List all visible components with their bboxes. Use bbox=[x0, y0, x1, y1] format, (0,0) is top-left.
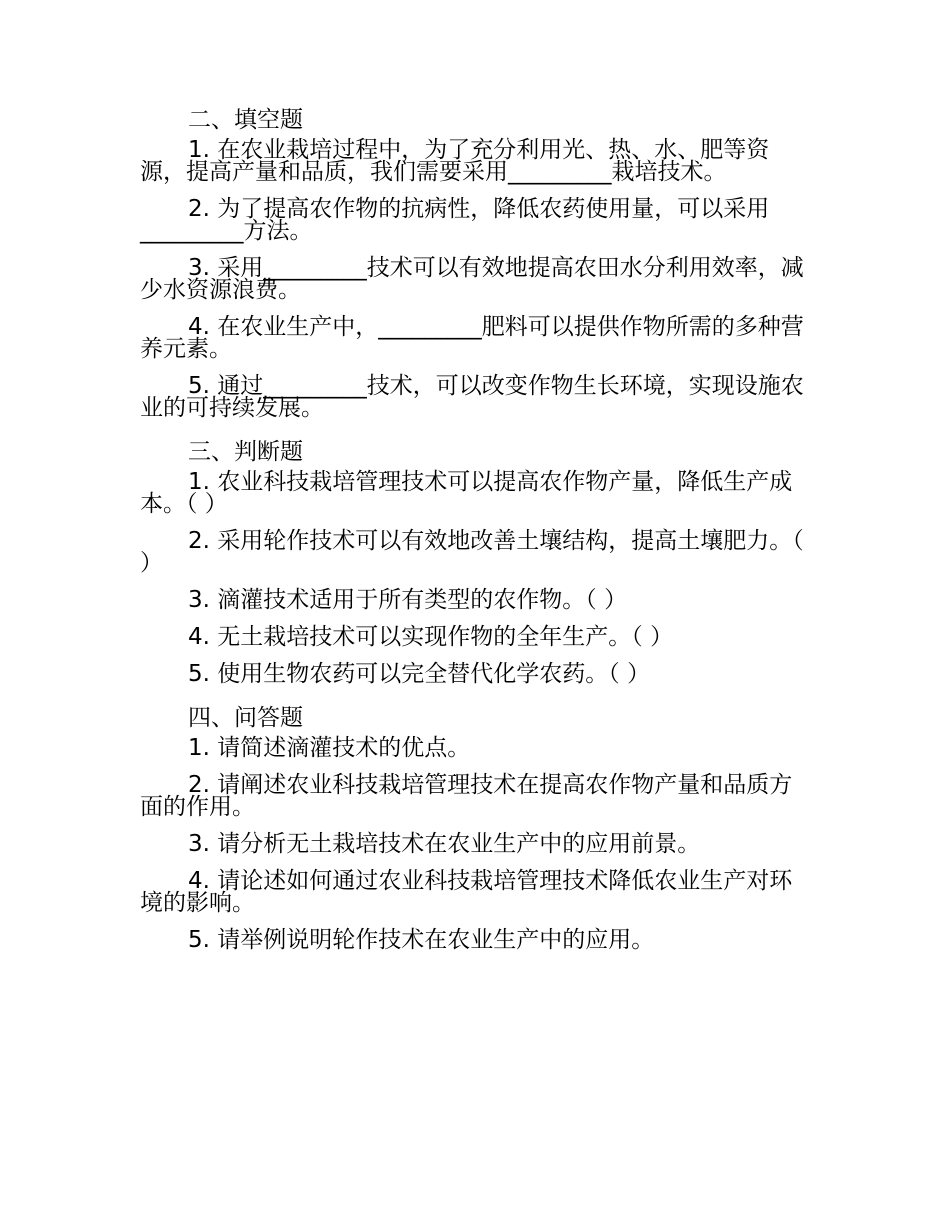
judge-question-2: 2. 采用轮作技术可以有效地改善土壤结构，提高土壤肥力。（ ） bbox=[140, 528, 804, 576]
qa-question-3: 3. 请分析无土栽培技术在农业生产中的应用前景。 bbox=[188, 831, 701, 857]
fill-question-2: 2. 为了提高农作物的抗病性，降低农药使用量，可以采用_________方法。 bbox=[140, 196, 770, 244]
qa-question-1: 1. 请简述滴灌技术的优点。 bbox=[188, 735, 471, 761]
judge-question-5: 5. 使用生物农药可以完全替代化学农药。（ ） bbox=[188, 661, 651, 687]
judge-question-1: 1. 农业科技栽培管理技术可以提高农作物产量，降低生产成本。（ ） bbox=[140, 469, 793, 517]
document-page bbox=[140, 102, 815, 966]
section-title-short-answer: 四、问答题 bbox=[188, 705, 303, 731]
qa-question-2: 2. 请阐述农业科技栽培管理技术在提高农作物产量和品质方面的作用。 bbox=[140, 772, 793, 820]
fill-question-3: 3. 采用_________技术可以有效地提高农田水分利用效率，减少水资源浪费。 bbox=[140, 255, 804, 303]
judge-question-4: 4. 无土栽培技术可以实现作物的全年生产。（ ） bbox=[188, 624, 674, 650]
section-title-fill-in: 二、填空题 bbox=[188, 107, 303, 133]
qa-question-5: 5. 请举例说明轮作技术在农业生产中的应用。 bbox=[188, 927, 655, 953]
fill-question-5: 5. 通过_________技术，可以改变作物生长环境，实现设施农业的可持续发展。 bbox=[140, 373, 804, 421]
fill-question-1: 1. 在农业栽培过程中，为了充分利用光、热、水、肥等资源，提高产量和品质，我们需要采用_________栽培技术。 bbox=[140, 137, 770, 185]
judge-question-3: 3. 滴灌技术适用于所有类型的农作物。（ ） bbox=[188, 587, 628, 613]
qa-question-4: 4. 请论述如何通过农业科技栽培管理技术降低农业生产对环境的影响。 bbox=[140, 868, 793, 916]
section-title-true-false: 三、判断题 bbox=[188, 439, 303, 465]
fill-question-4: 4. 在农业生产中，_________肥料可以提供作物所需的多种营养元素。 bbox=[140, 314, 804, 362]
